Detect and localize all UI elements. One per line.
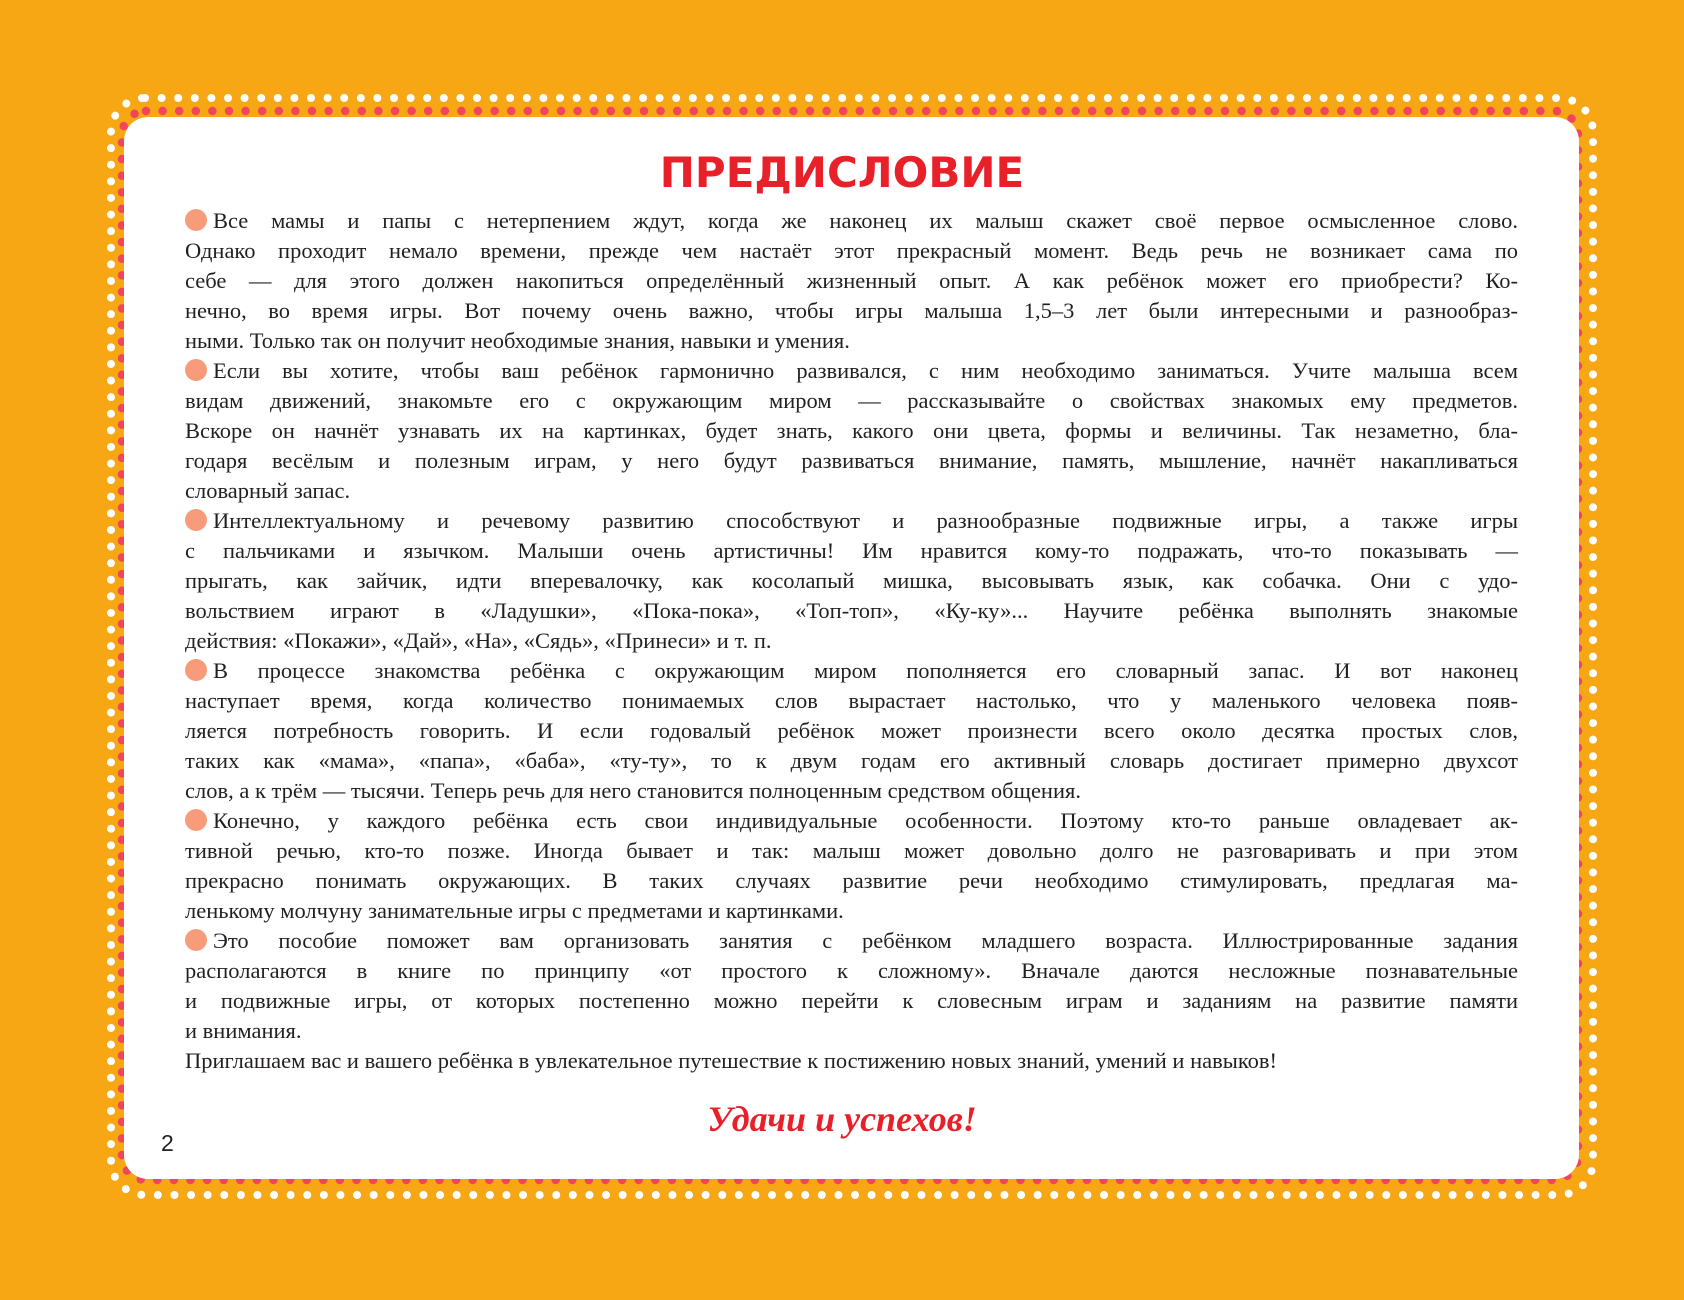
- text-line: [185, 356, 1518, 386]
- line-text: Все мамы и папы с нетерпением ждут, когда же наконец их малыш скажет своё первое осмысленное слово.: [213, 208, 1518, 233]
- line-text: и внимания.: [185, 1018, 302, 1043]
- text-line: [185, 536, 1518, 566]
- line-text: прекрасно понимать окружающих. В таких случаях развитие речи необходимо стимулировать, предлагая ма-: [185, 868, 1518, 893]
- line-text: словарный запас.: [185, 478, 351, 503]
- text-line: [185, 686, 1518, 716]
- text-line: [185, 416, 1518, 446]
- line-text: Конечно, у каждого ребёнка есть свои индивидуальные особенности. Поэтому кто-то раньше овладевает ак-: [213, 808, 1518, 833]
- line-text: располагаются в книге по принципу «от простого к сложному». Вначале даются несложные познавательные: [185, 958, 1518, 983]
- line-text: Однако проходит немало времени, прежде чем настаёт этот прекрасный момент. Ведь речь не возникает сама по: [185, 238, 1518, 263]
- line-text: В процессе знакомства ребёнка с окружающим миром пополняется его словарный запас. И вот наконец: [213, 658, 1518, 683]
- text-line: [185, 746, 1518, 776]
- line-text: таких как «мама», «папа», «баба», «ту-ту», то к двум годам его активный словарь достигает примерно двухсот: [185, 748, 1518, 773]
- bullet-dot-icon: [185, 659, 207, 681]
- line-text: и подвижные игры, от которых постепенно можно перейти к словесным играм и заданиям на развитие памяти: [185, 988, 1518, 1013]
- text-line: [185, 656, 1518, 686]
- bullet-dot-icon: [185, 209, 207, 231]
- line-text: Интеллектуальному и речевому развитию способствуют и разнообразные подвижные игры, а также игры: [213, 508, 1518, 533]
- paragraph: [185, 356, 1518, 506]
- bullet-dot-icon: [185, 359, 207, 381]
- bullet-dot-icon: [185, 809, 207, 831]
- text-line: [185, 896, 1518, 926]
- text-line: [185, 1016, 1518, 1046]
- text-line: [185, 446, 1518, 476]
- text-line: [185, 326, 1518, 356]
- paragraph: [185, 806, 1518, 926]
- bullet-dot-icon: [185, 929, 207, 951]
- page-number: 2: [161, 1130, 174, 1156]
- line-text: с пальчиками и язычком. Малыши очень артистичны! Им нравится кому-то подражать, что-то показывать —: [185, 538, 1518, 563]
- line-text: Приглашаем вас и вашего ребёнка в увлекательное путешествие к постижению новых знаний, умений и навыков!: [185, 1048, 1278, 1073]
- text-line: [185, 386, 1518, 416]
- text-line: [185, 956, 1518, 986]
- preface-body: [185, 206, 1518, 1076]
- line-text: ляется потребность говорить. И если годовалый ребёнок может произнести всего около десятка простых слов,: [185, 718, 1518, 743]
- paragraph: [185, 206, 1518, 356]
- text-line: [185, 866, 1518, 896]
- line-text: наступает время, когда количество понимаемых слов вырастает настолько, что у маленького человека появ-: [185, 688, 1518, 713]
- text-line: [185, 206, 1518, 236]
- text-line: [185, 506, 1518, 536]
- line-text: вольствием играют в «Ладушки», «Пока-пока», «Топ-топ», «Ку-ку»... Научите ребёнка выполнять знакомые: [185, 598, 1518, 623]
- page-title: ПРЕДИСЛОВИЕ: [659, 148, 1025, 197]
- text-line: [185, 476, 1518, 506]
- text-line: [185, 266, 1518, 296]
- text-line: [185, 776, 1518, 806]
- line-text: действия: «Покажи», «Дай», «На», «Сядь», «Принеси» и т. п.: [185, 628, 772, 653]
- text-line: [185, 236, 1518, 266]
- text-line: [185, 1046, 1518, 1076]
- line-text: себе — для этого должен накопиться определённый жизненный опыт. А как ребёнок может его приобрести? Ко-: [185, 268, 1518, 293]
- line-text: нечно, во время игры. Вот почему очень важно, чтобы игры малыша 1,5–3 лет были интересными и разнообраз-: [185, 298, 1518, 323]
- line-text: ными. Только так он получит необходимые знания, навыки и умения.: [185, 328, 850, 353]
- paragraph: [185, 506, 1518, 656]
- paragraph: [185, 1046, 1518, 1076]
- line-text: видам движений, знакомьте его с окружающим миром — рассказывайте о свойствах знакомых ему предметов.: [185, 388, 1518, 413]
- text-line: [185, 566, 1518, 596]
- text-line: [185, 926, 1518, 956]
- line-text: годаря весёлым и полезным играм, у него будут развиваться внимание, память, мышление, начнёт накапливаться: [185, 448, 1518, 473]
- line-text: Вскоре он начнёт узнавать их на картинках, будет знать, какого они цвета, формы и величины. Так незаметно, бла-: [185, 418, 1518, 443]
- text-line: [185, 986, 1518, 1016]
- text-line: [185, 296, 1518, 326]
- bullet-dot-icon: [185, 509, 207, 531]
- text-line: [185, 626, 1518, 656]
- line-text: Если вы хотите, чтобы ваш ребёнок гармонично развивался, с ним необходимо заниматься. Учите малыша всем: [213, 358, 1518, 383]
- line-text: тивной речью, кто-то позже. Иногда бывает и так: малыш может довольно долго не разговаривать и при этом: [185, 838, 1518, 863]
- text-line: [185, 716, 1518, 746]
- paragraph: [185, 656, 1518, 806]
- line-text: слов, а к трём — тысячи. Теперь речь для него становится полноценным средством общения.: [185, 778, 1081, 803]
- closing-wish: Удачи и успехов!: [707, 1099, 977, 1139]
- line-text: прыгать, как зайчик, идти вперевалочку, как косолапый мишка, высовывать язык, как собачка. Они с удо-: [185, 568, 1518, 593]
- text-line: [185, 836, 1518, 866]
- line-text: Это пособие поможет вам организовать занятия с ребёнком младшего возраста. Иллюстрированные задания: [213, 928, 1518, 953]
- line-text: ленькому молчуну занимательные игры с предметами и картинками.: [185, 898, 844, 923]
- text-line: [185, 806, 1518, 836]
- text-line: [185, 596, 1518, 626]
- paragraph: [185, 926, 1518, 1046]
